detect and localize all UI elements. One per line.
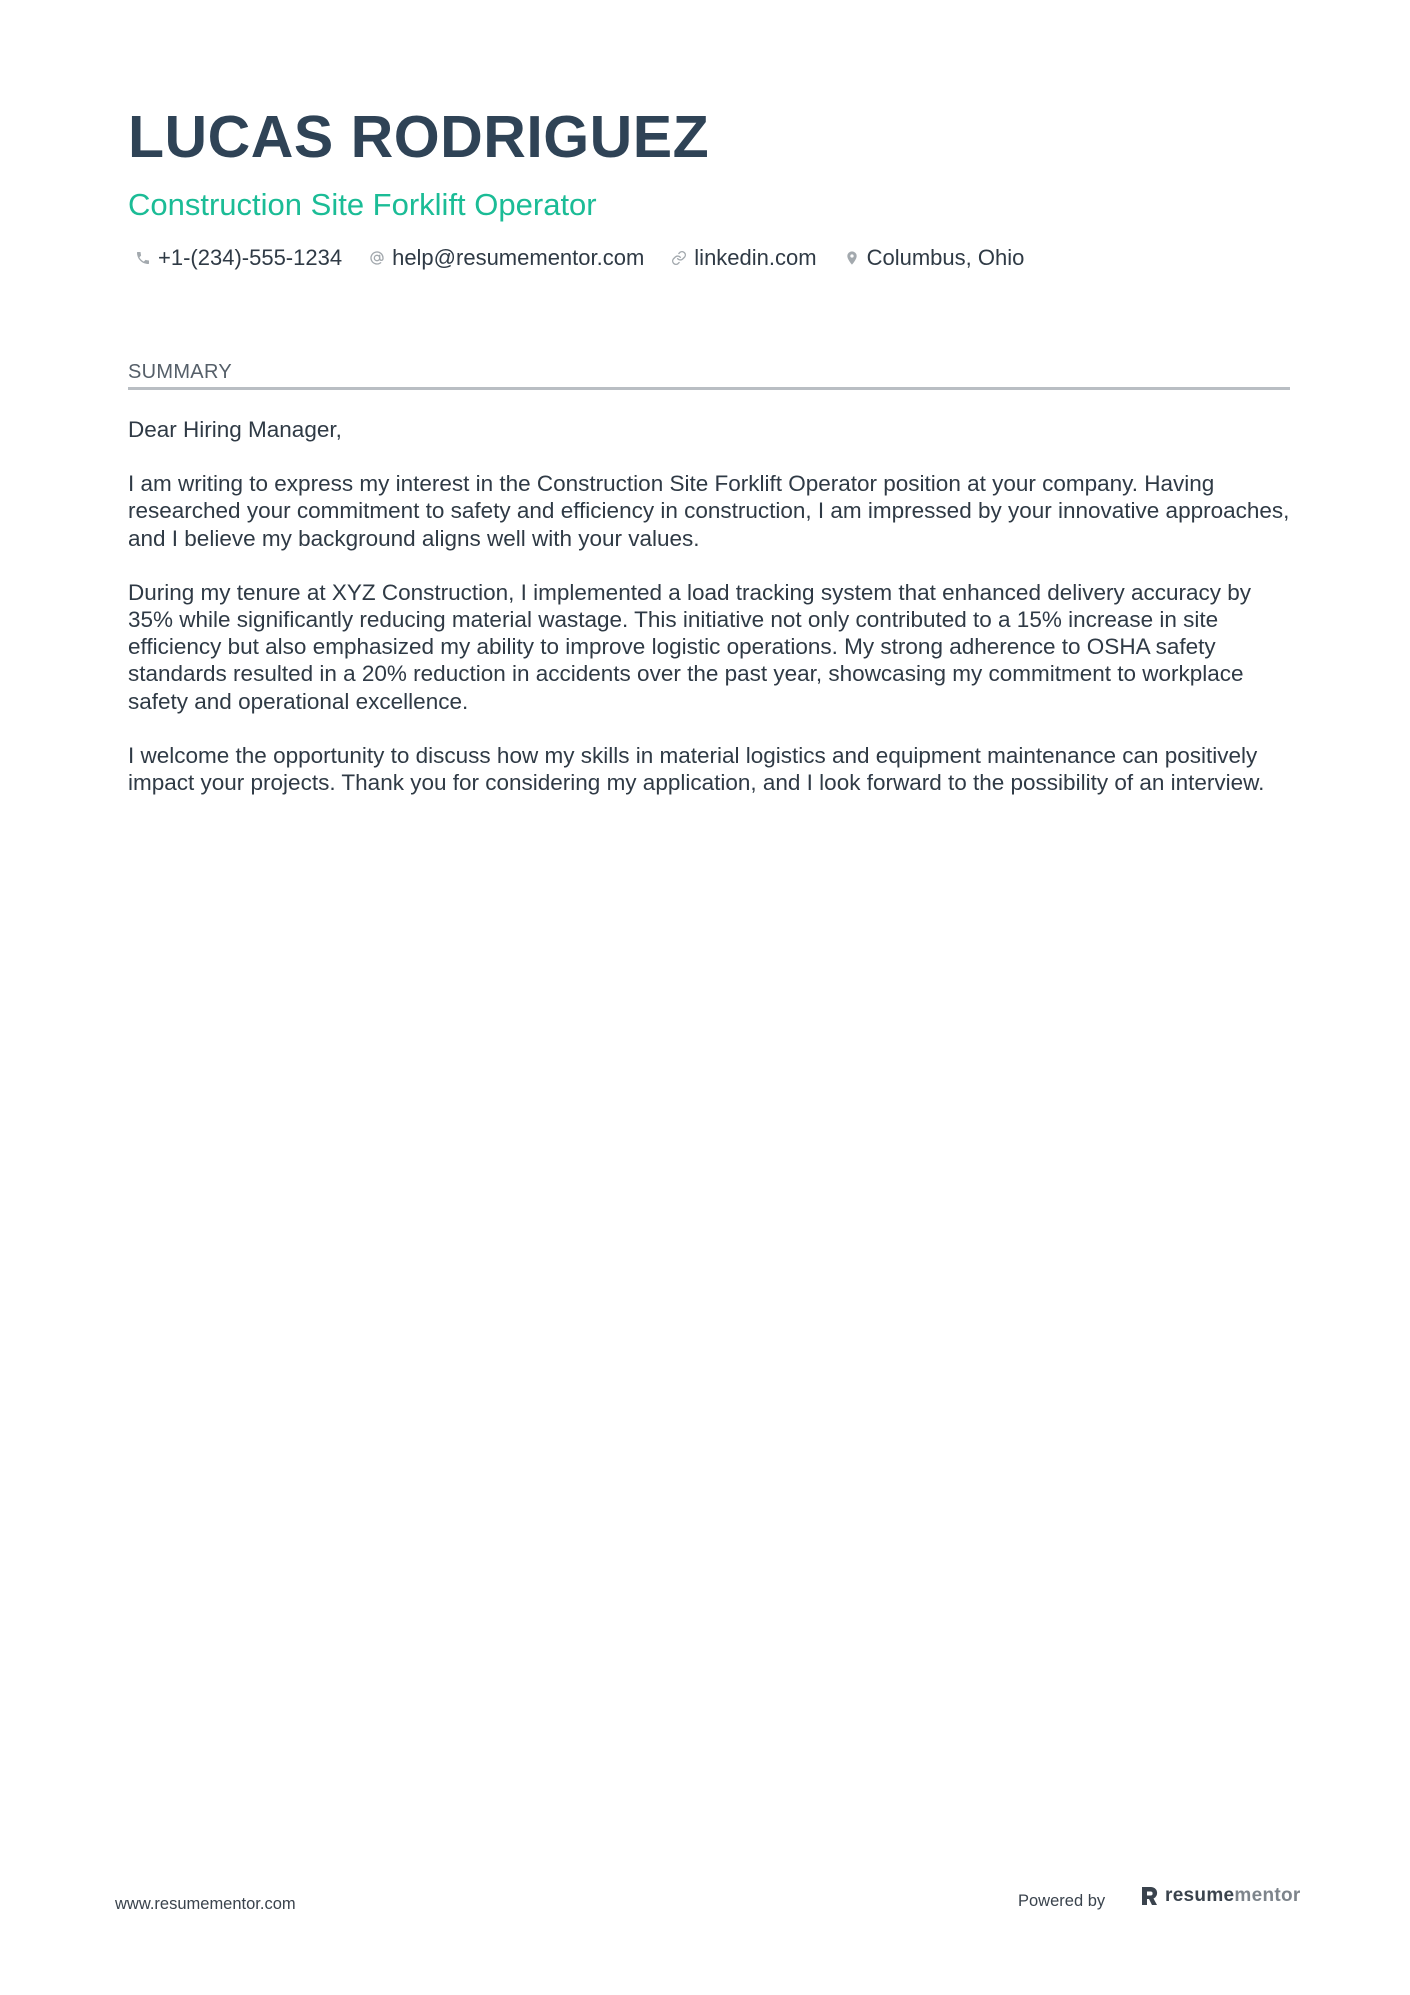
location-text: Columbus, Ohio xyxy=(866,245,1025,270)
letter-paragraph: I am writing to express my interest in the Construction Site Forklift Operator position at your company. Having researched your commitment to safety and efficiency in construction, I am impressed by your innovative approaches, and I believe my background aligns well with your values. xyxy=(128,471,1290,551)
letter-body xyxy=(128,416,1298,823)
contact-location xyxy=(843,245,1025,271)
brand-name-part1: resume xyxy=(1165,1885,1235,1906)
phone-icon xyxy=(134,249,152,267)
contact-website[interactable] xyxy=(670,245,816,271)
candidate-name: LUCAS RODRIGUEZ xyxy=(128,104,710,170)
contact-bar xyxy=(134,245,1050,271)
letter-paragraph: I welcome the opportunity to discuss how my skills in material logistics and equipment maintenance can positively impact your projects. Thank you for considering my application, and I look forward to the possibility of an interview. xyxy=(128,742,1265,796)
contact-email[interactable] xyxy=(368,245,644,271)
salutation: Dear Hiring Manager, xyxy=(128,417,342,442)
contact-phone[interactable] xyxy=(134,245,342,271)
footer-url[interactable]: www.resumementor.com xyxy=(115,1895,296,1913)
brand-name-part2: mentor xyxy=(1234,1885,1301,1906)
phone-text: +1-(234)-555-1234 xyxy=(158,245,343,270)
summary-heading: SUMMARY xyxy=(128,361,1290,390)
at-icon xyxy=(368,249,386,267)
resumementor-logo-icon xyxy=(1140,1885,1160,1907)
job-title: Construction Site Forklift Operator xyxy=(128,187,597,222)
link-icon xyxy=(670,249,688,267)
map-pin-icon xyxy=(843,249,861,267)
brand-logo[interactable] xyxy=(1140,1885,1301,1907)
website-text: linkedin.com xyxy=(694,245,817,270)
powered-by-label: Powered by xyxy=(1018,1892,1106,1910)
letter-paragraph: During my tenure at XYZ Construction, I implemented a load tracking system that enhanced delivery accuracy by 35% while significantly reducing material wastage. This initiative not only contributed to a 15% increase in site efficiency but also emphasized my ability to improve logistic operations. My strong adherence to OSHA safety standards resulted in a 20% reduction in accidents over the past year, showcasing my commitment to workplace safety and operational excellence. xyxy=(128,579,1252,714)
email-text: help@resumementor.com xyxy=(392,245,645,270)
